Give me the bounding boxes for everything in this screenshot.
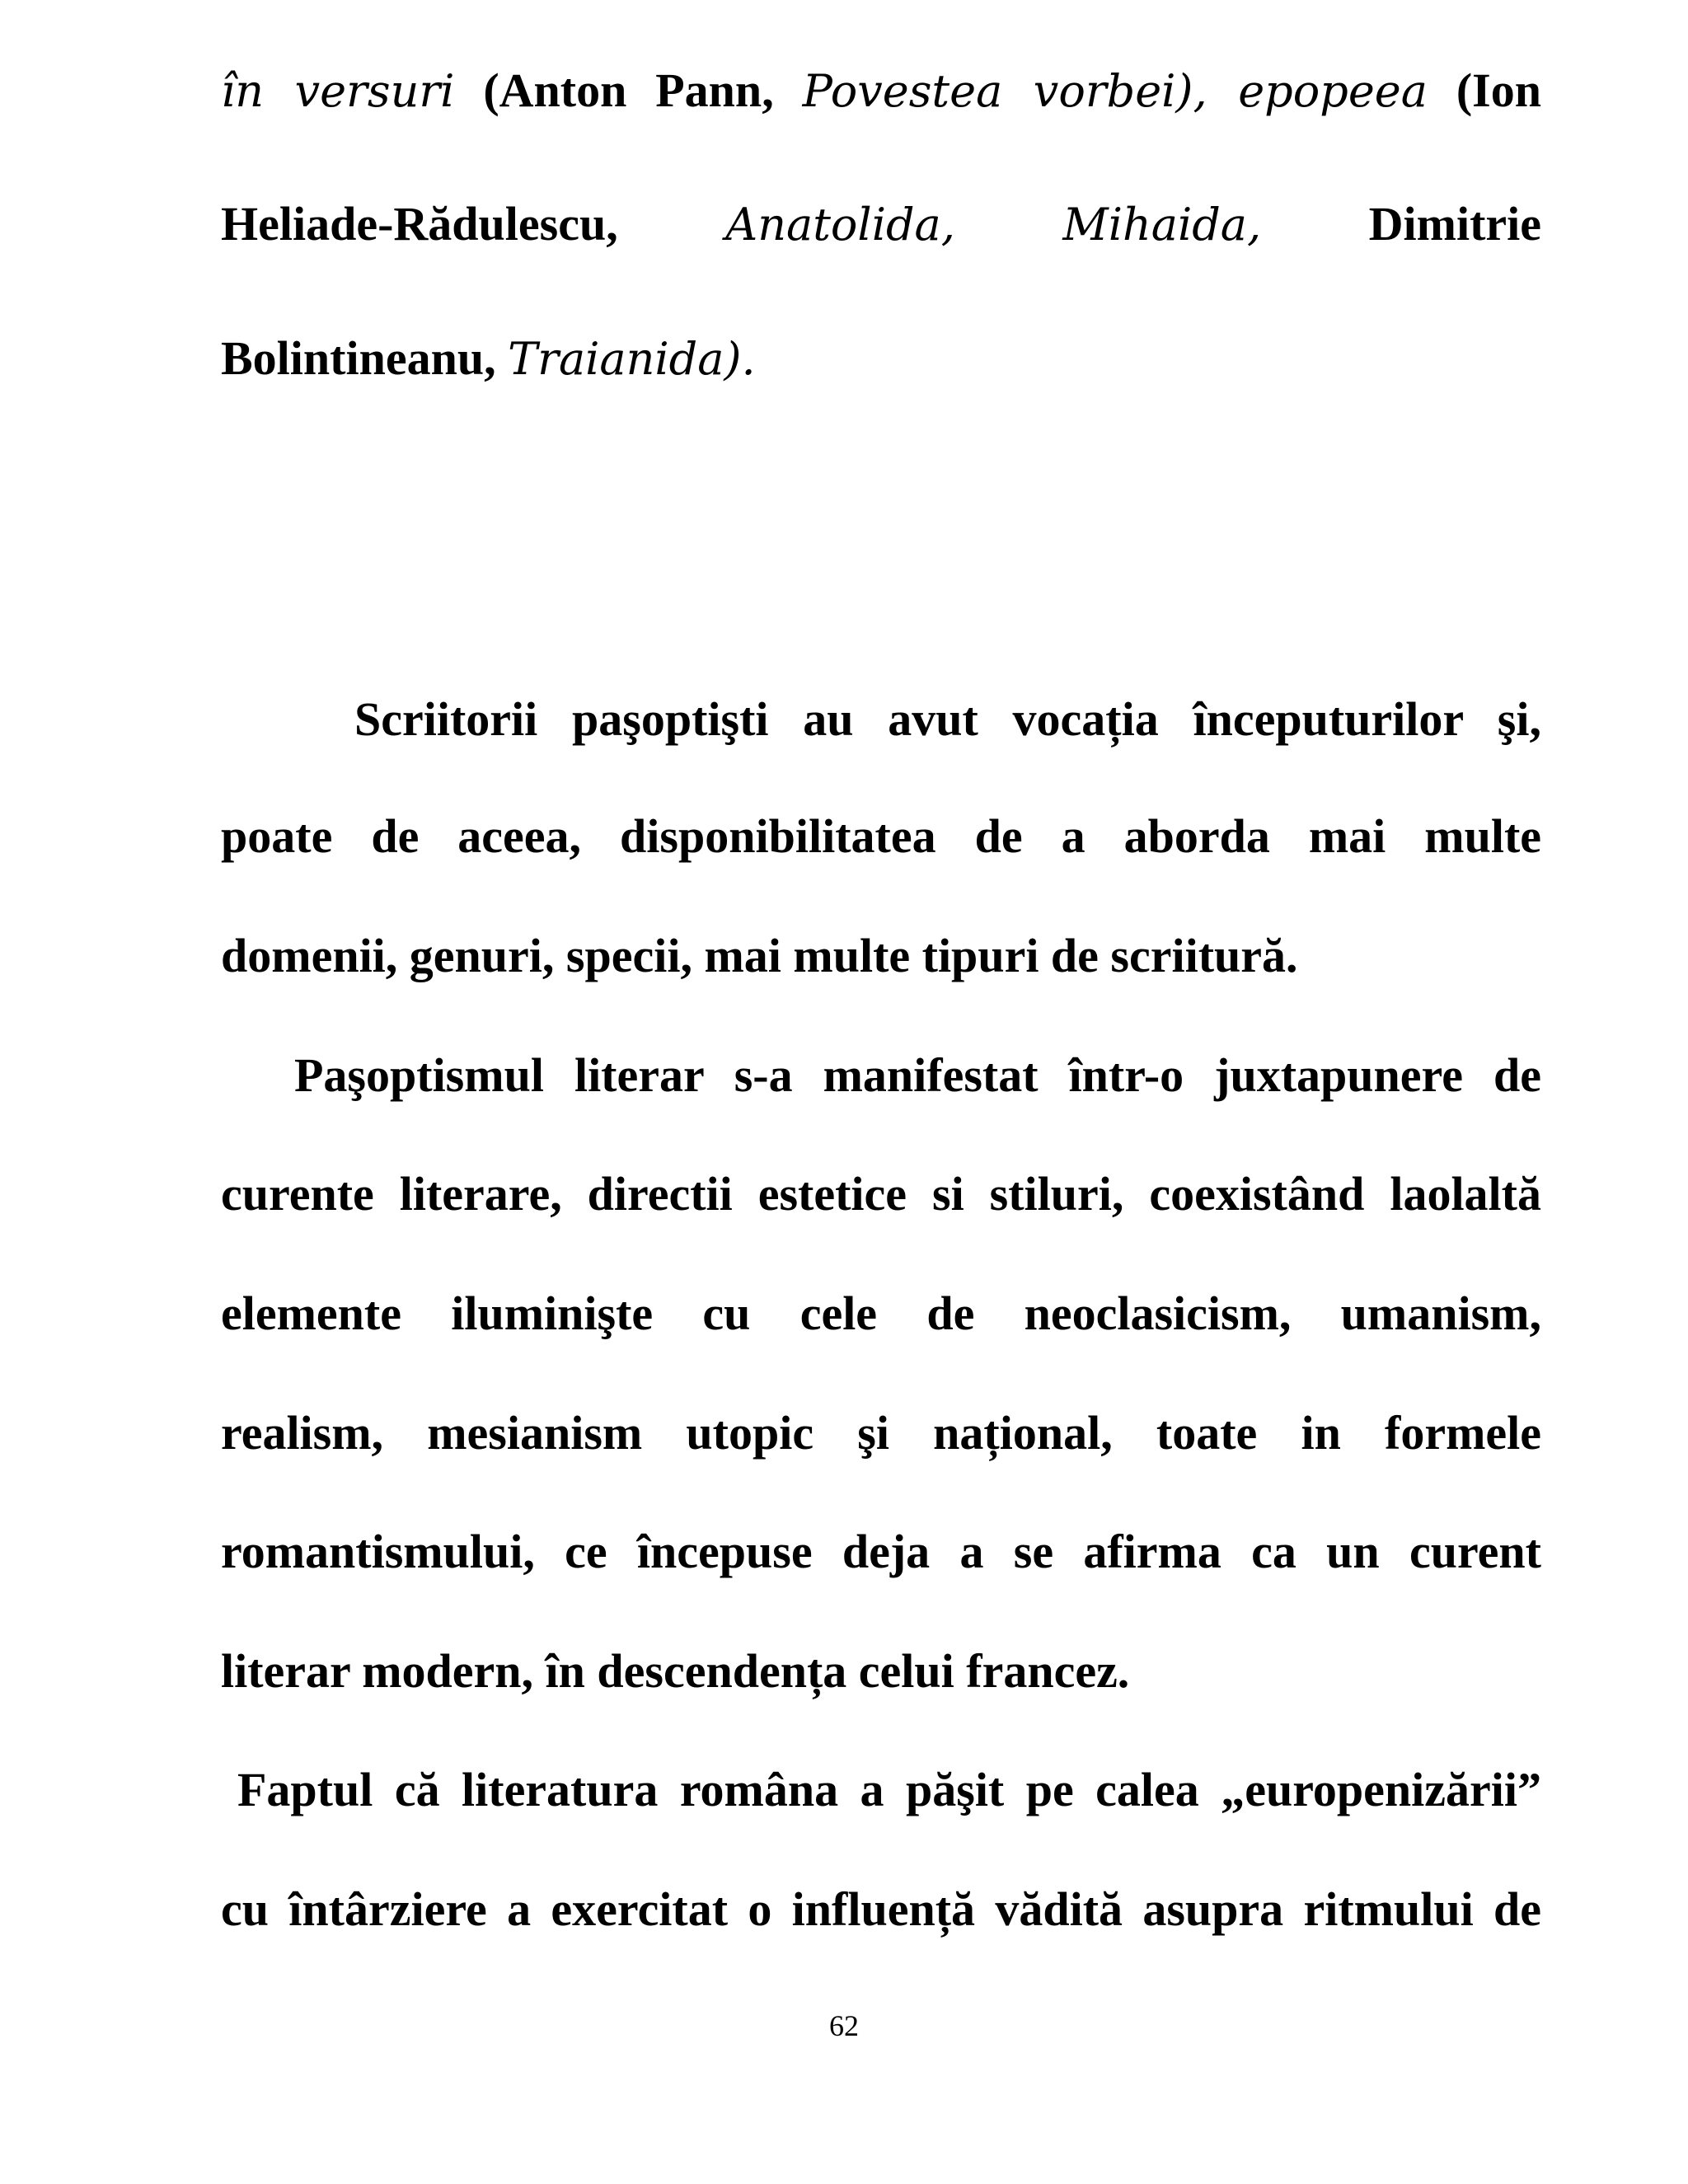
text-span: (Anton Pann, — [454, 63, 803, 117]
paragraph-2-line-4: realism, mesianism utopic şi național, toate in formele — [221, 1406, 1541, 1460]
italic-text: Anatolida, — [725, 199, 955, 251]
text-span: Bolintineanu, — [221, 331, 509, 385]
paragraph-1-line-3: domenii, genuri, specii, mai multe tipuri de scriitură. — [221, 929, 1298, 982]
paragraph-1-line-2: poate de aceea, disponibilitatea de a aborda mai multe — [221, 809, 1541, 863]
page-number: 62 — [829, 2009, 859, 2042]
fragment-line-3 — [221, 330, 1541, 388]
paragraph-2-line-6: literar modern, în descendența celui francez. — [221, 1644, 1130, 1698]
text-span: (Ion — [1427, 63, 1541, 117]
paragraph-2-line-2: curente literare, directii estetice si stiluri, coexistând laolaltă — [221, 1167, 1541, 1221]
paragraph-1-line-1: Scriitorii paşoptişti au avut vocația începuturilor şi, — [354, 692, 1541, 746]
fragment-line-1 — [221, 62, 1541, 120]
paragraph-2-line-1: Paşoptismul literar s-a manifestat într-o juxtapunere de — [294, 1048, 1541, 1102]
paragraph-2-line-5: romantismului, ce începuse deja a se afirma ca un curent — [221, 1525, 1541, 1578]
italic-text: în versuri — [221, 65, 455, 117]
italic-text: Traianida). — [508, 333, 756, 385]
text-span: Dimitrie — [1368, 197, 1542, 251]
fragment-line-2 — [221, 195, 1541, 254]
italic-text: Mihaida, — [1062, 199, 1262, 251]
italic-text: Povestea vorbei), epopeea — [802, 65, 1428, 117]
paragraph-2-line-3: elemente iluminişte cu cele de neoclasicism, umanism, — [221, 1286, 1541, 1340]
text-span: Heliade-Rădulescu, — [221, 197, 618, 251]
paragraph-3-line-1: Faptul că literatura româna a păşit pe calea „europenizării” — [237, 1763, 1541, 1816]
paragraph-3-line-2: cu întârziere a exercitat o influență vădită asupra ritmului de — [221, 1882, 1541, 1936]
